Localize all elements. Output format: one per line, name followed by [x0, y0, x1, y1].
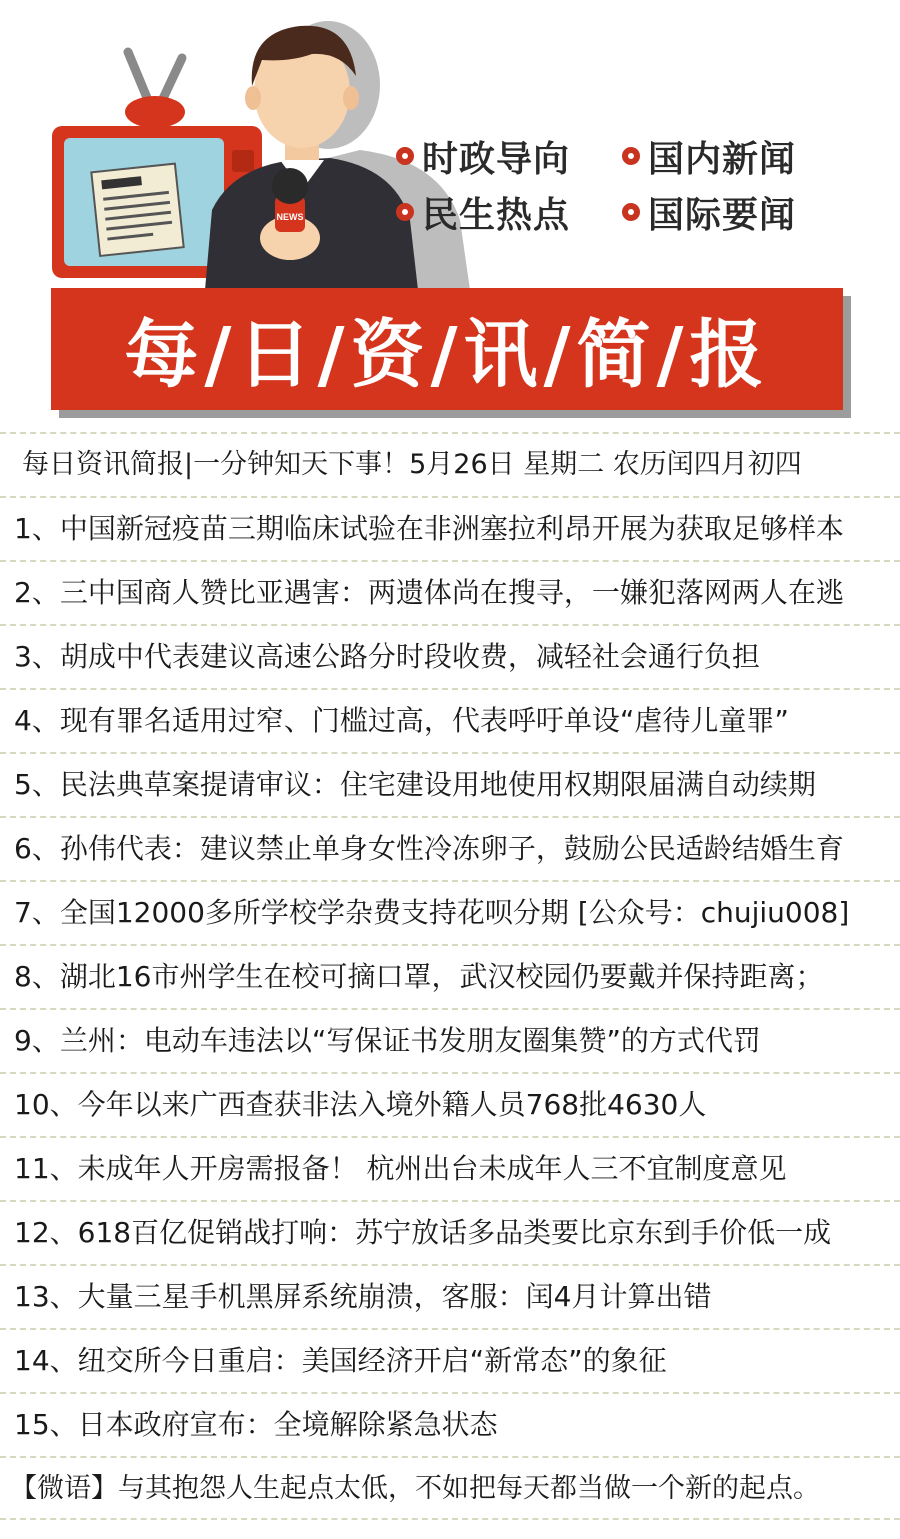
category-tags: [396, 128, 866, 240]
news-item: 11、未成年人开房需报备！ 杭州出台未成年人三不宜制度意见: [0, 1136, 900, 1200]
tag-domestic-news: 国内新闻: [622, 131, 848, 182]
page-title: 每/日/资/讯/简/报: [124, 312, 770, 398]
bullet-dot-icon: [622, 203, 640, 221]
news-item: 1、中国新冠疫苗三期临床试验在非洲塞拉利昂开展为获取足够样本: [0, 496, 900, 560]
news-list: [0, 432, 900, 1520]
news-item: 10、今年以来广西查获非法入境外籍人员768批4630人: [0, 1072, 900, 1136]
bullet-dot-icon: [622, 147, 640, 165]
tag-politics: 时政导向: [396, 131, 622, 182]
news-item: 3、胡成中代表建议高速公路分时段收费，减轻社会通行负担: [0, 624, 900, 688]
news-item: 6、孙伟代表：建议禁止单身女性冷冻卵子，鼓励公民适龄结婚生育: [0, 816, 900, 880]
tag-international-news: 国际要闻: [622, 187, 848, 238]
date-intro: 每日资讯简报|一分钟知天下事！5月26日 星期二 农历闰四月初四: [0, 432, 900, 496]
title-banner: [51, 288, 843, 410]
news-item: 14、纽交所今日重启：美国经济开启“新常态”的象征: [0, 1328, 900, 1392]
news-item: 4、现有罪名适用过窄、门槛过高，代表呼吁单设“虐待儿童罪”: [0, 688, 900, 752]
news-item: 13、大量三星手机黑屏系统崩溃，客服：闰4月计算出错: [0, 1264, 900, 1328]
news-item: 12、618百亿促销战打响：苏宁放话多品类要比京东到手价低一成: [0, 1200, 900, 1264]
news-item: 5、民法典草案提请审议：住宅建设用地使用权期限届满自动续期: [0, 752, 900, 816]
news-item: 8、湖北16市州学生在校可摘口罩，武汉校园仍要戴并保持距离；: [0, 944, 900, 1008]
bullet-dot-icon: [396, 203, 414, 221]
news-item: 2、三中国商人赞比亚遇害：两遗体尚在搜寻，一嫌犯落网两人在逃: [0, 560, 900, 624]
bullet-dot-icon: [396, 147, 414, 165]
mic-news-label: NEWS: [276, 212, 304, 222]
news-item: 7、全国12000多所学校学杂费支持花呗分期 [公众号：chujiu008]: [0, 880, 900, 944]
news-item: 9、兰州：电动车违法以“写保证书发朋友圈集赞”的方式代罚: [0, 1008, 900, 1072]
news-item: 15、日本政府宣布：全境解除紧急状态: [0, 1392, 900, 1456]
tag-livelihood: 民生热点: [396, 187, 622, 238]
daily-quote: 【微语】与其抱怨人生起点太低，不如把每天都当做一个新的起点。: [0, 1456, 900, 1520]
